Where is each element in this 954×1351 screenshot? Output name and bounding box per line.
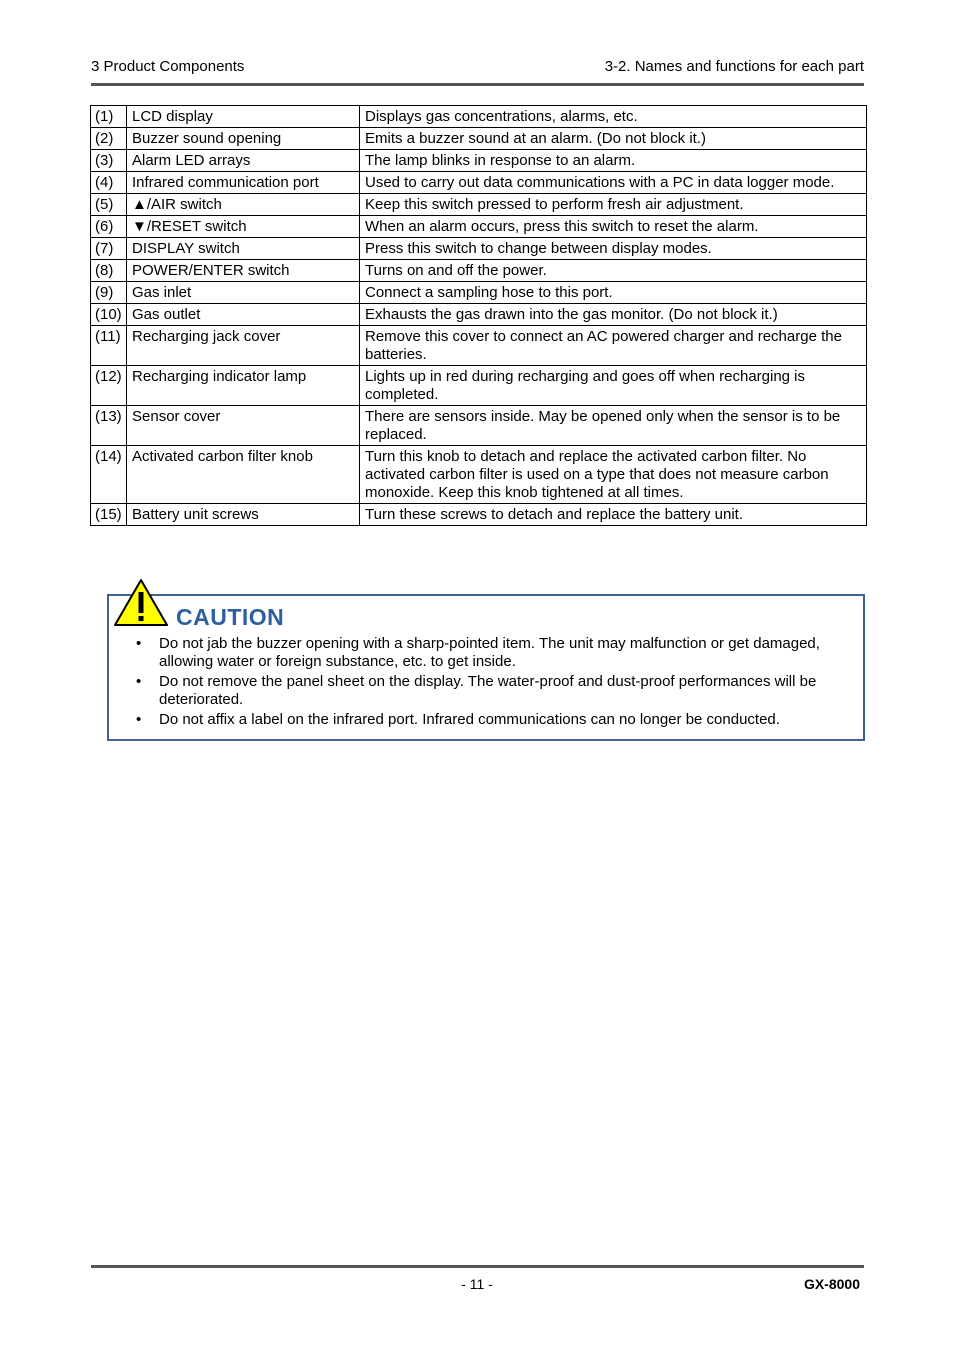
table-row — [91, 106, 867, 128]
list-item — [136, 635, 851, 671]
table-row — [91, 150, 867, 172]
table-row — [91, 194, 867, 216]
table-row — [91, 282, 867, 304]
table-row — [91, 216, 867, 238]
part-description: Lights up in red during recharging and goes off when recharging is completed. — [360, 366, 867, 406]
bullet-icon: • — [136, 635, 142, 652]
part-description: Remove this cover to connect an AC powered charger and recharge the batteries. — [360, 326, 867, 366]
part-number: (12) — [91, 366, 127, 406]
part-description: Exhausts the gas drawn into the gas monitor. (Do not block it.) — [360, 304, 867, 326]
part-number: (9) — [91, 282, 127, 304]
part-description: Press this switch to change between display modes. — [360, 238, 867, 260]
part-number: (14) — [91, 446, 127, 504]
table-row — [91, 366, 867, 406]
part-name: Recharging indicator lamp — [127, 366, 360, 406]
part-number: (1) — [91, 106, 127, 128]
page-header-right: 3-2. Names and functions for each part — [604, 58, 864, 75]
page-number: - 11 - — [461, 1276, 493, 1292]
model-name: GX-8000 — [803, 1276, 860, 1292]
part-description: Emits a buzzer sound at an alarm. (Do not block it.) — [360, 128, 867, 150]
part-name: LCD display — [127, 106, 360, 128]
part-description: Displays gas concentrations, alarms, etc. — [360, 106, 867, 128]
table-row — [91, 406, 867, 446]
part-name: Gas inlet — [127, 282, 360, 304]
part-name: Infrared communication port — [127, 172, 360, 194]
list-item — [136, 673, 851, 709]
part-number: (11) — [91, 326, 127, 366]
table-row — [91, 260, 867, 282]
part-number: (6) — [91, 216, 127, 238]
part-description: When an alarm occurs, press this switch to reset the alarm. — [360, 216, 867, 238]
part-name: POWER/ENTER switch — [127, 260, 360, 282]
part-name: Sensor cover — [127, 406, 360, 446]
caution-list — [136, 635, 851, 731]
part-name: Alarm LED arrays — [127, 150, 360, 172]
part-name: Battery unit screws — [127, 504, 360, 526]
part-description: Turn this knob to detach and replace the activated carbon filter. No activated carbon filter is used on a type that does not measure carbon monoxide. Keep this knob tightened at all times. — [360, 446, 867, 504]
table-row — [91, 446, 867, 504]
header-divider — [91, 83, 864, 86]
part-description: The lamp blinks in response to an alarm. — [360, 150, 867, 172]
caution-item-text: Do not jab the buzzer opening with a sharp-pointed item. The unit may malfunction or get damaged, allowing water or foreign substance, etc. to get inside. — [159, 635, 820, 670]
part-name: Recharging jack cover — [127, 326, 360, 366]
table-row — [91, 172, 867, 194]
parts-table-body — [91, 106, 867, 526]
bullet-icon: • — [136, 673, 142, 690]
table-row — [91, 504, 867, 526]
bullet-icon: • — [136, 711, 142, 728]
part-name: Gas outlet — [127, 304, 360, 326]
part-description: Turn these screws to detach and replace the battery unit. — [360, 504, 867, 526]
part-number: (15) — [91, 504, 127, 526]
part-number: (4) — [91, 172, 127, 194]
part-description: There are sensors inside. May be opened only when the sensor is to be replaced. — [360, 406, 867, 446]
part-number: (13) — [91, 406, 127, 446]
part-name: Activated carbon filter knob — [127, 446, 360, 504]
caution-item-text: Do not remove the panel sheet on the display. The water-proof and dust-proof performances will be deteriorated. — [159, 673, 817, 708]
caution-title: CAUTION — [176, 604, 285, 630]
part-name: ▲/AIR switch — [127, 194, 360, 216]
table-row — [91, 238, 867, 260]
page-header-left: 3 Product Components — [91, 58, 245, 75]
part-number: (8) — [91, 260, 127, 282]
part-name: Buzzer sound opening — [127, 128, 360, 150]
part-name: ▼/RESET switch — [127, 216, 360, 238]
part-number: (10) — [91, 304, 127, 326]
part-name: DISPLAY switch — [127, 238, 360, 260]
part-description: Used to carry out data communications with a PC in data logger mode. — [360, 172, 867, 194]
part-number: (7) — [91, 238, 127, 260]
part-number: (3) — [91, 150, 127, 172]
warning-triangle-icon — [113, 578, 169, 628]
part-number: (5) — [91, 194, 127, 216]
caution-item-text: Do not affix a label on the infrared port. Infrared communications can no longer be conducted. — [159, 711, 780, 728]
parts-table — [90, 105, 867, 526]
part-description: Turns on and off the power. — [360, 260, 867, 282]
part-number: (2) — [91, 128, 127, 150]
footer-divider — [91, 1265, 864, 1268]
table-row — [91, 128, 867, 150]
table-row — [91, 304, 867, 326]
part-description: Connect a sampling hose to this port. — [360, 282, 867, 304]
table-row — [91, 326, 867, 366]
list-item — [136, 711, 851, 729]
part-description: Keep this switch pressed to perform fresh air adjustment. — [360, 194, 867, 216]
